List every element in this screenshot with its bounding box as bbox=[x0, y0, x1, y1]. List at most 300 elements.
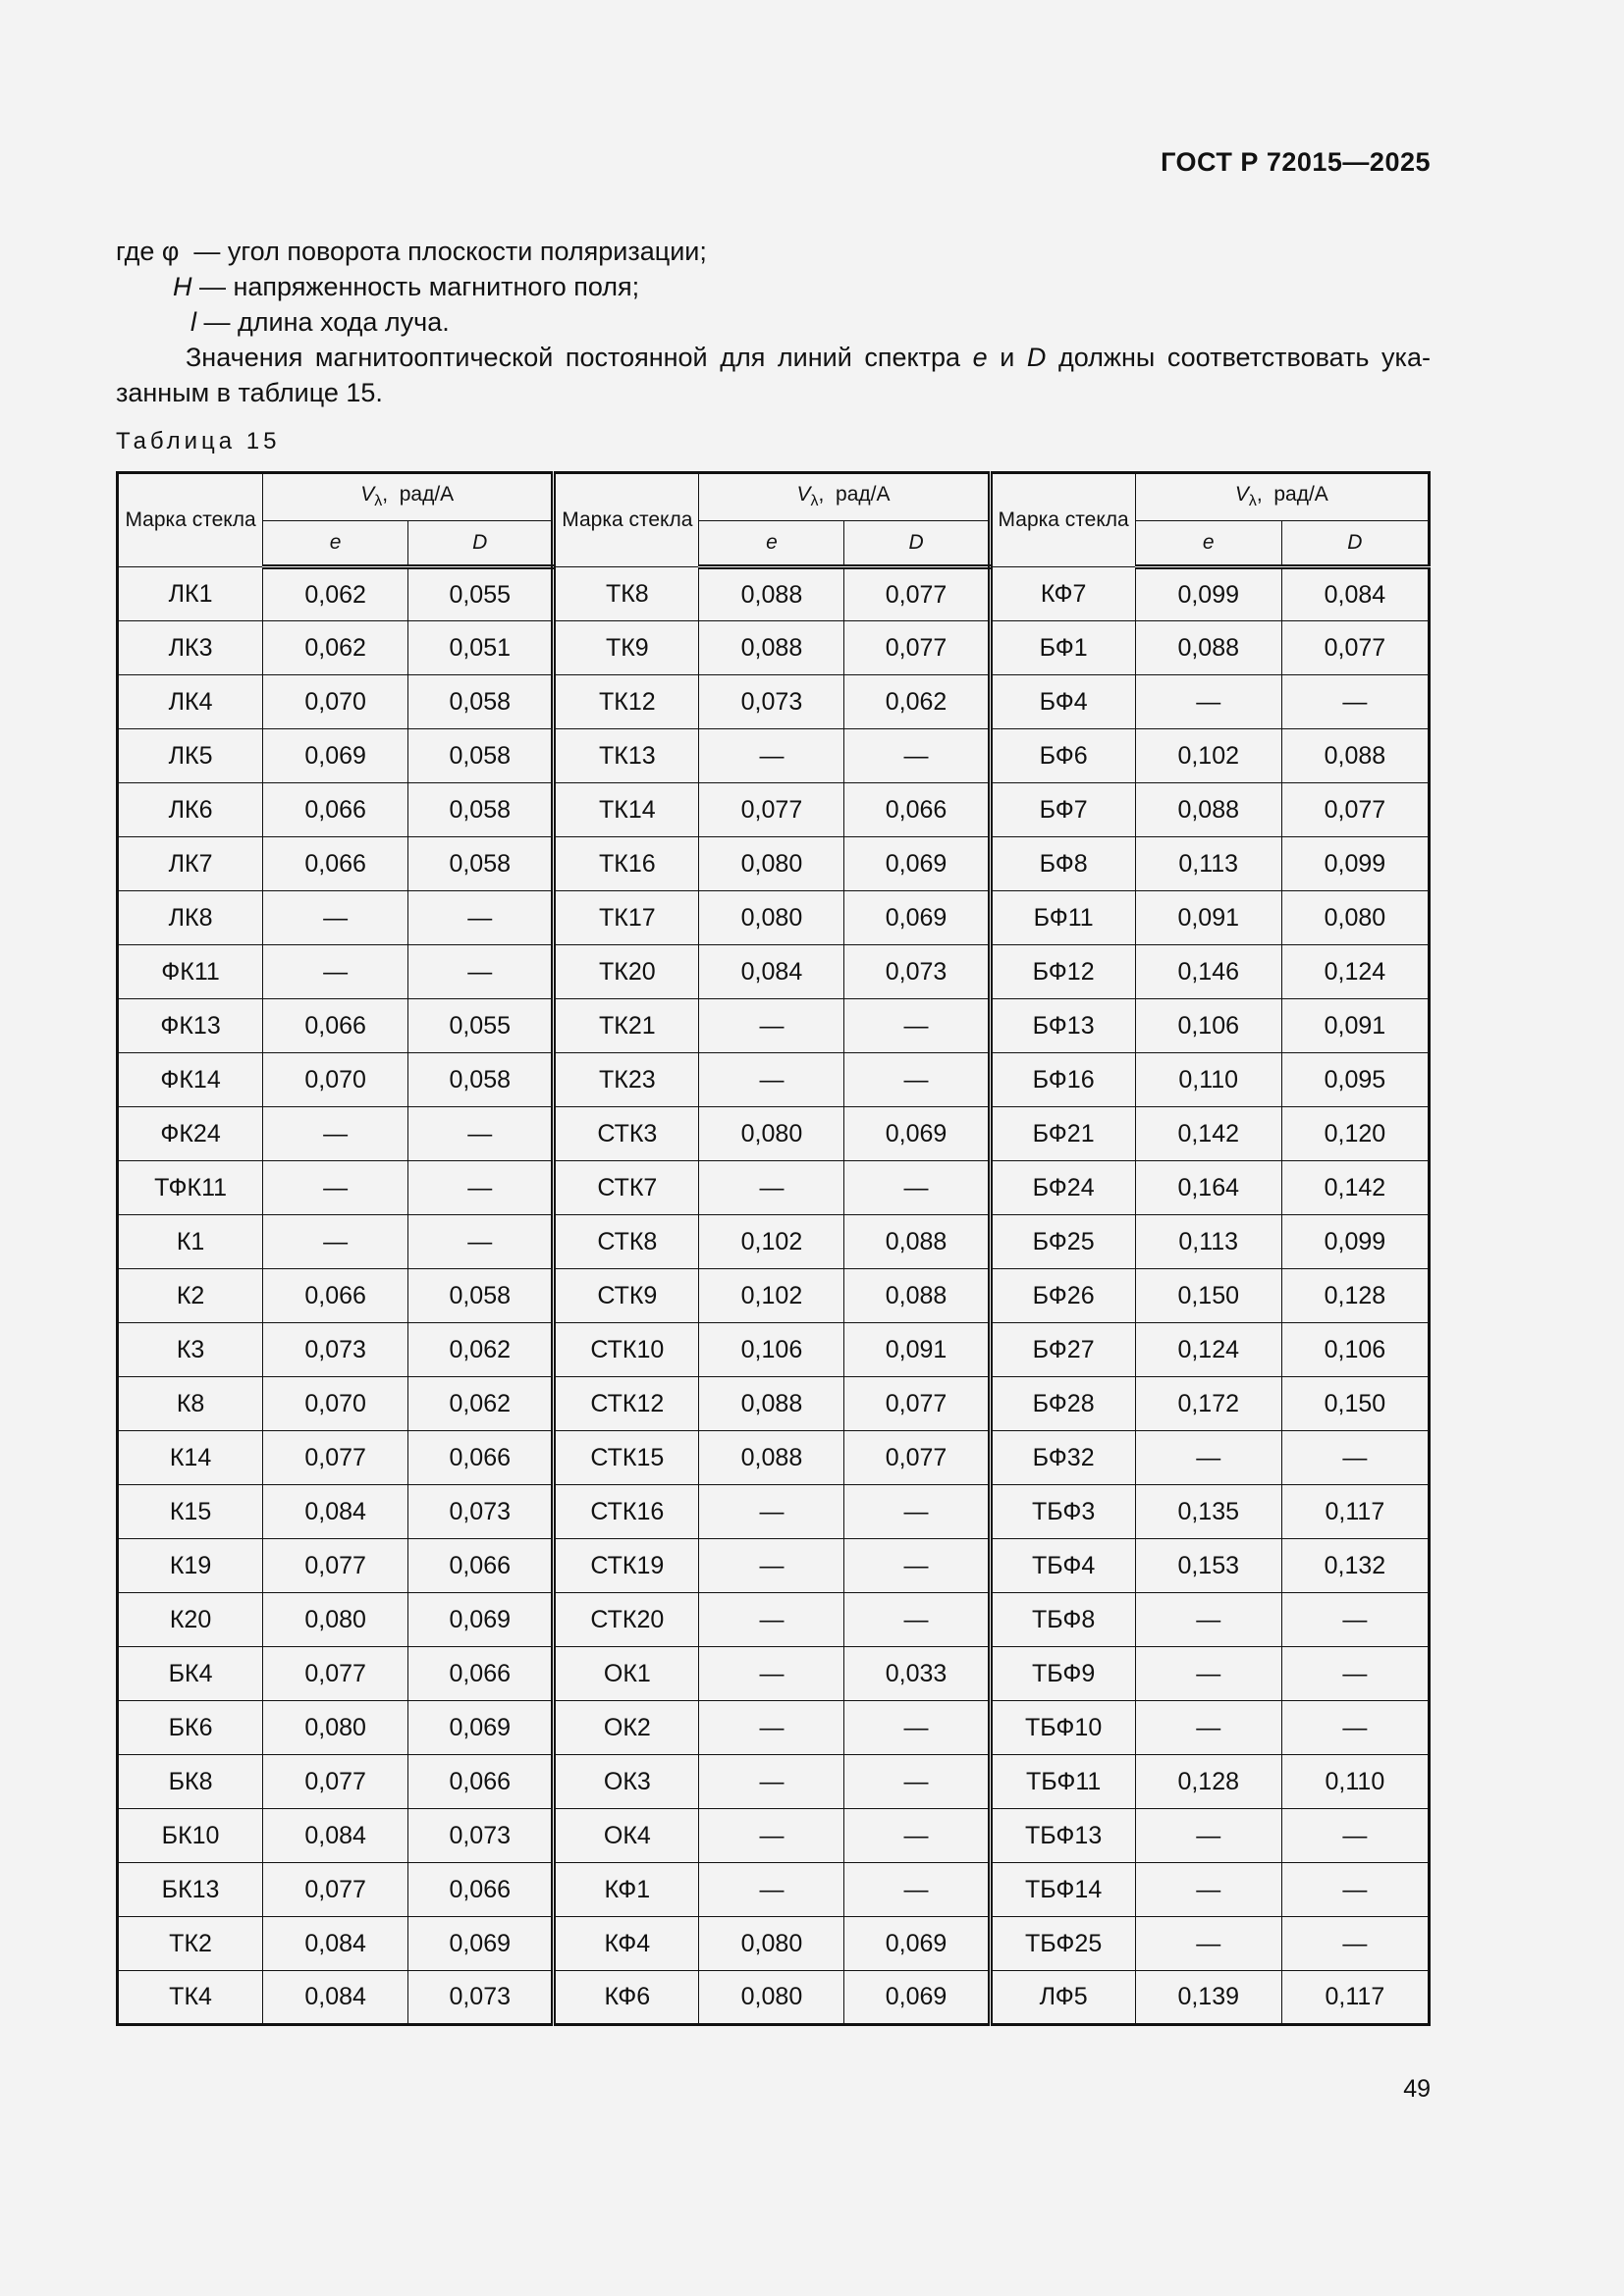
value-d-cell: 0,069 bbox=[408, 1701, 554, 1755]
value-d-cell: 0,150 bbox=[1281, 1377, 1429, 1431]
value-d-cell: 0,077 bbox=[844, 1431, 990, 1485]
value-d-cell: 0,128 bbox=[1281, 1269, 1429, 1323]
table-row bbox=[118, 1917, 1430, 1971]
glass-brand-cell: КФ7 bbox=[990, 567, 1135, 621]
value-d-cell: — bbox=[1281, 1701, 1429, 1755]
table-row bbox=[118, 1269, 1430, 1323]
glass-brand-cell: ЛК8 bbox=[118, 891, 263, 945]
header-e-1: e bbox=[263, 521, 408, 567]
document-id: ГОСТ Р 72015—2025 bbox=[1161, 147, 1431, 177]
value-e-cell: — bbox=[699, 1053, 844, 1107]
table-caption: Таблица 15 bbox=[116, 428, 281, 454]
value-e-cell: 0,088 bbox=[699, 1377, 844, 1431]
glass-brand-cell: ТК16 bbox=[554, 837, 699, 891]
value-d-cell: — bbox=[408, 1215, 554, 1269]
header-v-2 bbox=[699, 473, 990, 521]
v-subscript: λ bbox=[374, 493, 383, 510]
glass-brand-cell: ЛК3 bbox=[118, 621, 263, 675]
definition-h-var: H bbox=[173, 272, 192, 301]
glass-brand-cell: БФ21 bbox=[990, 1107, 1135, 1161]
glass-brand-cell: БФ26 bbox=[990, 1269, 1135, 1323]
table-row bbox=[118, 1485, 1430, 1539]
value-d-cell: 0,062 bbox=[408, 1323, 554, 1377]
value-d-cell: — bbox=[844, 1809, 990, 1863]
glass-brand-cell: ЛК1 bbox=[118, 567, 263, 621]
value-e-cell: — bbox=[699, 1755, 844, 1809]
table-row bbox=[118, 567, 1430, 621]
value-d-cell: — bbox=[844, 1053, 990, 1107]
value-e-cell: — bbox=[699, 999, 844, 1053]
v-unit: , рад/А bbox=[1256, 483, 1328, 507]
glass-brand-cell: БФ1 bbox=[990, 621, 1135, 675]
value-e-cell: — bbox=[1135, 1593, 1281, 1647]
glass-brand-cell: БК4 bbox=[118, 1647, 263, 1701]
value-d-cell: 0,088 bbox=[844, 1269, 990, 1323]
header-d-2: D bbox=[844, 521, 990, 567]
table-body bbox=[118, 567, 1430, 2025]
value-e-cell: 0,106 bbox=[1135, 999, 1281, 1053]
glass-brand-cell: ОК1 bbox=[554, 1647, 699, 1701]
glass-brand-cell: ТБФ10 bbox=[990, 1701, 1135, 1755]
value-e-cell: 0,080 bbox=[699, 1107, 844, 1161]
value-e-cell: — bbox=[263, 891, 408, 945]
glass-brand-cell: ФК13 bbox=[118, 999, 263, 1053]
value-d-cell: 0,077 bbox=[1281, 783, 1429, 837]
table-row bbox=[118, 1215, 1430, 1269]
glass-brand-cell: БФ12 bbox=[990, 945, 1135, 999]
value-d-cell: — bbox=[844, 729, 990, 783]
value-d-cell: 0,066 bbox=[408, 1539, 554, 1593]
value-d-cell: 0,058 bbox=[408, 729, 554, 783]
value-d-cell: 0,069 bbox=[408, 1917, 554, 1971]
value-e-cell: 0,077 bbox=[263, 1647, 408, 1701]
value-e-cell: 0,150 bbox=[1135, 1269, 1281, 1323]
value-e-cell: — bbox=[1135, 1917, 1281, 1971]
glass-brand-cell: ЛФ5 bbox=[990, 1971, 1135, 2025]
value-e-cell: 0,084 bbox=[263, 1809, 408, 1863]
value-d-cell: — bbox=[408, 1107, 554, 1161]
value-e-cell: 0,062 bbox=[263, 567, 408, 621]
value-e-cell: 0,062 bbox=[263, 621, 408, 675]
value-d-cell: 0,069 bbox=[844, 1917, 990, 1971]
value-e-cell: — bbox=[699, 1539, 844, 1593]
glass-brand-cell: ТБФ13 bbox=[990, 1809, 1135, 1863]
glass-brand-cell: К2 bbox=[118, 1269, 263, 1323]
value-d-cell: 0,066 bbox=[844, 783, 990, 837]
value-e-cell: — bbox=[699, 1647, 844, 1701]
value-d-cell: 0,099 bbox=[1281, 837, 1429, 891]
table-header-row bbox=[118, 473, 1430, 521]
glass-brand-cell: ТК21 bbox=[554, 999, 699, 1053]
value-e-cell: — bbox=[1135, 1863, 1281, 1917]
value-e-cell: 0,084 bbox=[699, 945, 844, 999]
value-e-cell: 0,102 bbox=[699, 1215, 844, 1269]
definition-l-var: l bbox=[190, 307, 196, 337]
value-e-cell: 0,080 bbox=[699, 1917, 844, 1971]
value-e-cell: 0,102 bbox=[699, 1269, 844, 1323]
value-d-cell: 0,099 bbox=[1281, 1215, 1429, 1269]
header-v-3 bbox=[1135, 473, 1429, 521]
value-d-cell: 0,117 bbox=[1281, 1971, 1429, 2025]
header-brand-3: Марка стекла bbox=[990, 473, 1135, 567]
glass-brand-cell: ЛК7 bbox=[118, 837, 263, 891]
glass-brand-cell: БФ28 bbox=[990, 1377, 1135, 1431]
glass-brand-cell: ФК11 bbox=[118, 945, 263, 999]
glass-brand-cell: СТК9 bbox=[554, 1269, 699, 1323]
value-d-cell: 0,073 bbox=[408, 1971, 554, 2025]
glass-brand-cell: К15 bbox=[118, 1485, 263, 1539]
glass-brand-cell: СТК19 bbox=[554, 1539, 699, 1593]
glass-brand-cell: СТК8 bbox=[554, 1215, 699, 1269]
value-e-cell: 0,088 bbox=[699, 621, 844, 675]
value-d-cell: 0,069 bbox=[844, 1971, 990, 2025]
value-e-cell: 0,066 bbox=[263, 837, 408, 891]
header-e-3: e bbox=[1135, 521, 1281, 567]
value-d-cell: 0,062 bbox=[844, 675, 990, 729]
table-row bbox=[118, 1971, 1430, 2025]
value-d-cell: — bbox=[1281, 1647, 1429, 1701]
value-e-cell: 0,077 bbox=[263, 1863, 408, 1917]
value-d-cell: 0,077 bbox=[844, 621, 990, 675]
value-d-cell: 0,084 bbox=[1281, 567, 1429, 621]
paragraph-part-b: и bbox=[987, 343, 1027, 372]
table-row bbox=[118, 1593, 1430, 1647]
value-d-cell: 0,069 bbox=[844, 891, 990, 945]
value-d-cell: 0,142 bbox=[1281, 1161, 1429, 1215]
table-row bbox=[118, 1161, 1430, 1215]
paragraph-part-a: Значения магнитооптической постоянной для линий спектра bbox=[186, 343, 973, 372]
glass-brand-cell: СТК15 bbox=[554, 1431, 699, 1485]
glass-brand-cell: БК13 bbox=[118, 1863, 263, 1917]
value-d-cell: 0,088 bbox=[844, 1215, 990, 1269]
value-d-cell: 0,077 bbox=[844, 1377, 990, 1431]
paragraph-e: e bbox=[972, 343, 988, 372]
value-e-cell: 0,088 bbox=[1135, 621, 1281, 675]
table-row bbox=[118, 891, 1430, 945]
value-e-cell: 0,099 bbox=[1135, 567, 1281, 621]
definition-l-text: — длина хода луча. bbox=[196, 307, 450, 337]
value-e-cell: 0,113 bbox=[1135, 837, 1281, 891]
glass-brand-cell: СТК20 bbox=[554, 1593, 699, 1647]
value-d-cell: — bbox=[844, 1161, 990, 1215]
table-row bbox=[118, 1053, 1430, 1107]
table-row bbox=[118, 837, 1430, 891]
value-e-cell: 0,091 bbox=[1135, 891, 1281, 945]
glass-brand-cell: БФ7 bbox=[990, 783, 1135, 837]
v-unit: , рад/А bbox=[818, 483, 891, 507]
v-subscript: λ bbox=[810, 493, 819, 510]
glass-brand-cell: ЛК4 bbox=[118, 675, 263, 729]
value-e-cell: 0,113 bbox=[1135, 1215, 1281, 1269]
table-row bbox=[118, 1863, 1430, 1917]
glass-brand-cell: ТФК11 bbox=[118, 1161, 263, 1215]
value-e-cell: 0,088 bbox=[1135, 783, 1281, 837]
glass-brand-cell: БФ4 bbox=[990, 675, 1135, 729]
value-d-cell: 0,055 bbox=[408, 567, 554, 621]
value-d-cell: 0,077 bbox=[844, 567, 990, 621]
value-d-cell: 0,066 bbox=[408, 1431, 554, 1485]
value-d-cell: — bbox=[844, 1701, 990, 1755]
glass-brand-cell: БФ6 bbox=[990, 729, 1135, 783]
glass-brand-cell: СТК7 bbox=[554, 1161, 699, 1215]
value-d-cell: 0,051 bbox=[408, 621, 554, 675]
glass-brand-cell: ТБФ4 bbox=[990, 1539, 1135, 1593]
glass-brand-cell: БК10 bbox=[118, 1809, 263, 1863]
value-d-cell: — bbox=[1281, 1593, 1429, 1647]
value-d-cell: — bbox=[844, 1539, 990, 1593]
glass-brand-cell: ТБФ9 bbox=[990, 1647, 1135, 1701]
glass-brand-cell: ТК9 bbox=[554, 621, 699, 675]
value-d-cell: 0,058 bbox=[408, 675, 554, 729]
glass-brand-cell: ТБФ14 bbox=[990, 1863, 1135, 1917]
value-d-cell: 0,058 bbox=[408, 837, 554, 891]
glass-brand-cell: ТК13 bbox=[554, 729, 699, 783]
definition-line-l bbox=[116, 304, 1431, 340]
table-row bbox=[118, 1755, 1430, 1809]
value-d-cell: 0,091 bbox=[1281, 999, 1429, 1053]
glass-brand-cell: СТК16 bbox=[554, 1485, 699, 1539]
value-d-cell: 0,073 bbox=[408, 1485, 554, 1539]
value-e-cell: 0,084 bbox=[263, 1485, 408, 1539]
value-d-cell: 0,124 bbox=[1281, 945, 1429, 999]
value-e-cell: — bbox=[1135, 1431, 1281, 1485]
value-e-cell: 0,084 bbox=[263, 1917, 408, 1971]
glass-brand-cell: ФК14 bbox=[118, 1053, 263, 1107]
value-d-cell: 0,069 bbox=[844, 1107, 990, 1161]
body-text bbox=[116, 234, 1431, 410]
glass-brand-cell: К3 bbox=[118, 1323, 263, 1377]
value-e-cell: — bbox=[699, 1809, 844, 1863]
value-d-cell: — bbox=[408, 891, 554, 945]
table-row bbox=[118, 1809, 1430, 1863]
value-d-cell: 0,066 bbox=[408, 1647, 554, 1701]
glass-brand-cell: ТБФ3 bbox=[990, 1485, 1135, 1539]
glass-brand-cell: КФ4 bbox=[554, 1917, 699, 1971]
value-d-cell: 0,055 bbox=[408, 999, 554, 1053]
glass-brand-cell: К19 bbox=[118, 1539, 263, 1593]
value-d-cell: — bbox=[844, 999, 990, 1053]
value-d-cell: 0,069 bbox=[408, 1593, 554, 1647]
header-d-1: D bbox=[408, 521, 554, 567]
value-e-cell: 0,069 bbox=[263, 729, 408, 783]
value-e-cell: — bbox=[1135, 1809, 1281, 1863]
value-e-cell: 0,102 bbox=[1135, 729, 1281, 783]
glass-brand-cell: ТК14 bbox=[554, 783, 699, 837]
value-e-cell: — bbox=[263, 1107, 408, 1161]
table-row bbox=[118, 783, 1430, 837]
value-e-cell: — bbox=[263, 1215, 408, 1269]
table-row bbox=[118, 1647, 1430, 1701]
value-e-cell: 0,066 bbox=[263, 999, 408, 1053]
value-e-cell: — bbox=[1135, 1701, 1281, 1755]
value-d-cell: 0,058 bbox=[408, 1269, 554, 1323]
value-e-cell: — bbox=[699, 1161, 844, 1215]
header-brand-2: Марка стекла bbox=[554, 473, 699, 567]
value-e-cell: — bbox=[699, 1593, 844, 1647]
glass-brand-cell: ТК4 bbox=[118, 1971, 263, 2025]
glass-brand-cell: К1 bbox=[118, 1215, 263, 1269]
v-subscript: λ bbox=[1248, 493, 1257, 510]
page-number: 49 bbox=[1403, 2075, 1431, 2103]
value-d-cell: 0,091 bbox=[844, 1323, 990, 1377]
value-e-cell: 0,066 bbox=[263, 1269, 408, 1323]
glass-brand-cell: БФ25 bbox=[990, 1215, 1135, 1269]
table-row bbox=[118, 1431, 1430, 1485]
value-e-cell: — bbox=[1135, 1647, 1281, 1701]
value-e-cell: 0,146 bbox=[1135, 945, 1281, 999]
table-row bbox=[118, 675, 1430, 729]
value-d-cell: — bbox=[1281, 1917, 1429, 1971]
value-e-cell: 0,172 bbox=[1135, 1377, 1281, 1431]
value-d-cell: — bbox=[1281, 1863, 1429, 1917]
value-e-cell: 0,106 bbox=[699, 1323, 844, 1377]
glass-brand-cell: ТБФ25 bbox=[990, 1917, 1135, 1971]
value-e-cell: 0,142 bbox=[1135, 1107, 1281, 1161]
value-d-cell: — bbox=[1281, 1809, 1429, 1863]
value-e-cell: 0,128 bbox=[1135, 1755, 1281, 1809]
value-d-cell: 0,066 bbox=[408, 1863, 554, 1917]
value-e-cell: 0,080 bbox=[263, 1593, 408, 1647]
value-d-cell: 0,095 bbox=[1281, 1053, 1429, 1107]
table-row bbox=[118, 1323, 1430, 1377]
table-row bbox=[118, 1701, 1430, 1755]
table-row bbox=[118, 1377, 1430, 1431]
glass-brand-cell: ТК17 bbox=[554, 891, 699, 945]
value-d-cell: 0,033 bbox=[844, 1647, 990, 1701]
definition-phi-text: — угол поворота плоскости поляризации; bbox=[179, 237, 707, 266]
value-d-cell: — bbox=[844, 1755, 990, 1809]
v-symbol: V bbox=[360, 483, 375, 507]
value-e-cell: 0,080 bbox=[699, 837, 844, 891]
value-e-cell: — bbox=[699, 729, 844, 783]
glass-brand-cell: ТБФ8 bbox=[990, 1593, 1135, 1647]
table-row bbox=[118, 945, 1430, 999]
glass-brand-cell: БФ16 bbox=[990, 1053, 1135, 1107]
glass-brand-cell: ТК23 bbox=[554, 1053, 699, 1107]
value-d-cell: — bbox=[408, 1161, 554, 1215]
value-d-cell: 0,062 bbox=[408, 1377, 554, 1431]
value-e-cell: — bbox=[699, 1701, 844, 1755]
table-row bbox=[118, 999, 1430, 1053]
glass-brand-cell: БФ11 bbox=[990, 891, 1135, 945]
v-symbol: V bbox=[796, 483, 811, 507]
glass-brand-cell: ОК3 bbox=[554, 1755, 699, 1809]
value-e-cell: — bbox=[263, 945, 408, 999]
glass-brand-cell: БФ8 bbox=[990, 837, 1135, 891]
value-d-cell: 0,073 bbox=[844, 945, 990, 999]
value-d-cell: — bbox=[1281, 675, 1429, 729]
value-e-cell: 0,088 bbox=[699, 1431, 844, 1485]
glass-brand-cell: БФ24 bbox=[990, 1161, 1135, 1215]
value-e-cell: 0,077 bbox=[263, 1431, 408, 1485]
value-e-cell: 0,070 bbox=[263, 675, 408, 729]
magneto-optic-table bbox=[116, 471, 1431, 2026]
glass-brand-cell: ЛК5 bbox=[118, 729, 263, 783]
glass-brand-cell: ТК20 bbox=[554, 945, 699, 999]
glass-brand-cell: ЛК6 bbox=[118, 783, 263, 837]
definition-line-phi bbox=[116, 234, 1431, 269]
glass-brand-cell: СТК3 bbox=[554, 1107, 699, 1161]
glass-brand-cell: К14 bbox=[118, 1431, 263, 1485]
value-d-cell: — bbox=[1281, 1431, 1429, 1485]
header-e-2: e bbox=[699, 521, 844, 567]
value-d-cell: 0,077 bbox=[1281, 621, 1429, 675]
value-e-cell: 0,077 bbox=[263, 1755, 408, 1809]
value-e-cell: — bbox=[1135, 675, 1281, 729]
value-e-cell: 0,080 bbox=[699, 1971, 844, 2025]
value-e-cell: 0,088 bbox=[699, 567, 844, 621]
table-row bbox=[118, 621, 1430, 675]
value-d-cell: 0,110 bbox=[1281, 1755, 1429, 1809]
value-e-cell: 0,073 bbox=[263, 1323, 408, 1377]
glass-brand-cell: ТК2 bbox=[118, 1917, 263, 1971]
value-e-cell: 0,110 bbox=[1135, 1053, 1281, 1107]
value-d-cell: 0,058 bbox=[408, 783, 554, 837]
value-e-cell: — bbox=[699, 1485, 844, 1539]
glass-brand-cell: СТК12 bbox=[554, 1377, 699, 1431]
value-d-cell: 0,120 bbox=[1281, 1107, 1429, 1161]
value-d-cell: 0,106 bbox=[1281, 1323, 1429, 1377]
value-e-cell: 0,070 bbox=[263, 1053, 408, 1107]
value-d-cell: — bbox=[408, 945, 554, 999]
glass-brand-cell: К8 bbox=[118, 1377, 263, 1431]
value-e-cell: 0,077 bbox=[699, 783, 844, 837]
value-e-cell: 0,070 bbox=[263, 1377, 408, 1431]
paragraph-d: D bbox=[1026, 343, 1047, 372]
table-subheader-row bbox=[118, 521, 1430, 567]
value-e-cell: 0,080 bbox=[263, 1701, 408, 1755]
value-e-cell: 0,139 bbox=[1135, 1971, 1281, 2025]
value-e-cell: — bbox=[699, 1863, 844, 1917]
glass-brand-cell: СТК10 bbox=[554, 1323, 699, 1377]
value-e-cell: 0,153 bbox=[1135, 1539, 1281, 1593]
glass-brand-cell: БК8 bbox=[118, 1755, 263, 1809]
value-d-cell: — bbox=[844, 1593, 990, 1647]
value-d-cell: — bbox=[844, 1863, 990, 1917]
glass-brand-cell: БФ27 bbox=[990, 1323, 1135, 1377]
paragraph-part-c: должны соответствовать ука-занным в таблице 15. bbox=[116, 343, 1431, 407]
glass-brand-cell: БФ13 bbox=[990, 999, 1135, 1053]
value-d-cell: 0,069 bbox=[844, 837, 990, 891]
value-d-cell: 0,117 bbox=[1281, 1485, 1429, 1539]
value-d-cell: 0,066 bbox=[408, 1755, 554, 1809]
value-e-cell: 0,080 bbox=[699, 891, 844, 945]
value-e-cell: 0,164 bbox=[1135, 1161, 1281, 1215]
value-e-cell: 0,084 bbox=[263, 1971, 408, 2025]
value-d-cell: 0,073 bbox=[408, 1809, 554, 1863]
value-d-cell: 0,132 bbox=[1281, 1539, 1429, 1593]
glass-brand-cell: ТК12 bbox=[554, 675, 699, 729]
v-unit: , рад/А bbox=[382, 483, 455, 507]
value-d-cell: — bbox=[844, 1485, 990, 1539]
glass-brand-cell: КФ6 bbox=[554, 1971, 699, 2025]
value-e-cell: 0,073 bbox=[699, 675, 844, 729]
glass-brand-cell: ТБФ11 bbox=[990, 1755, 1135, 1809]
glass-brand-cell: БФ32 bbox=[990, 1431, 1135, 1485]
table-row bbox=[118, 1107, 1430, 1161]
header-brand-1: Марка стекла bbox=[118, 473, 263, 567]
header-d-3: D bbox=[1281, 521, 1429, 567]
header-v-1 bbox=[263, 473, 554, 521]
definition-h-text: — напряженность магнитного поля; bbox=[191, 272, 640, 301]
definition-phi-prefix: где φ bbox=[116, 237, 180, 266]
glass-brand-cell: ОК4 bbox=[554, 1809, 699, 1863]
glass-brand-cell: ОК2 bbox=[554, 1701, 699, 1755]
value-d-cell: 0,058 bbox=[408, 1053, 554, 1107]
value-d-cell: 0,080 bbox=[1281, 891, 1429, 945]
v-symbol: V bbox=[1234, 483, 1249, 507]
glass-brand-cell: ТК8 bbox=[554, 567, 699, 621]
